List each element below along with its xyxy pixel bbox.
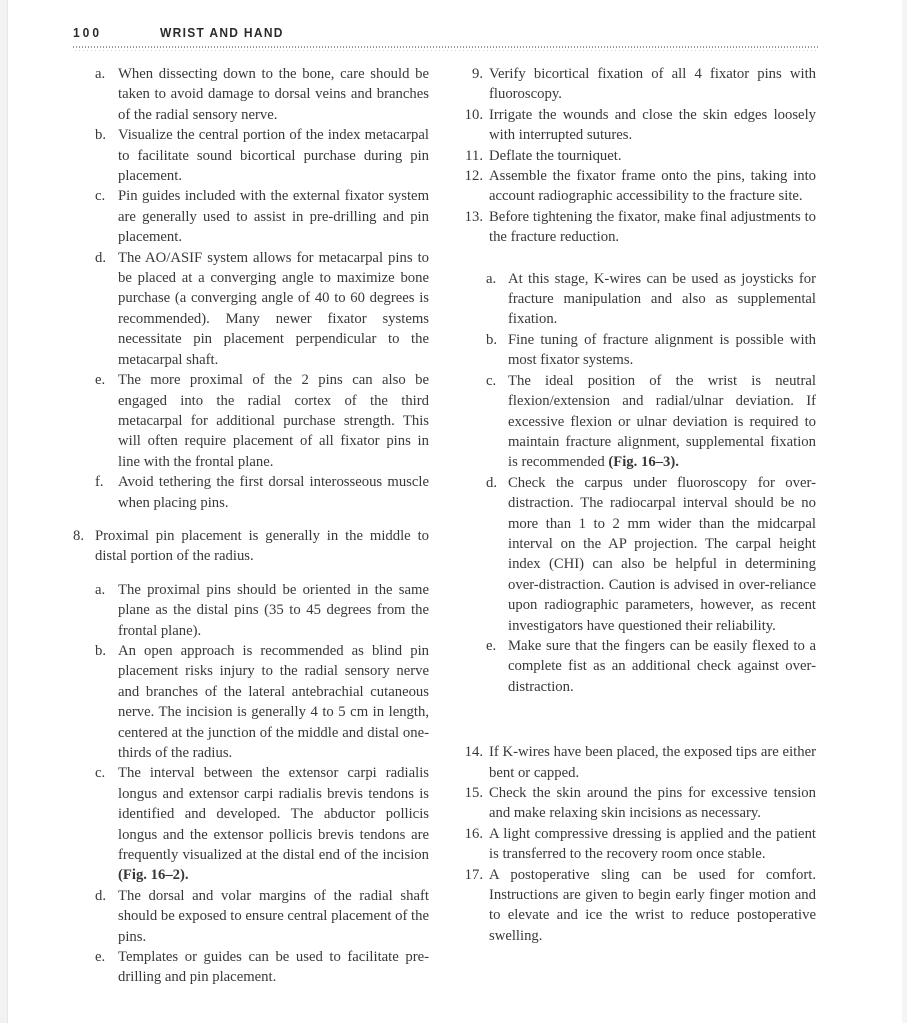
list-item <box>486 371 816 473</box>
chapter-title: WRIST AND HAND <box>160 25 284 41</box>
list-item <box>73 526 429 567</box>
item-label: c. <box>95 188 106 205</box>
list-item <box>455 742 816 783</box>
item-label: e. <box>486 637 497 654</box>
item-text <box>95 526 429 567</box>
item-text <box>118 248 429 370</box>
list-item <box>486 330 816 371</box>
item-label: a. <box>95 66 106 82</box>
text-segment: Avoid tethering the first dorsal interosseous muscle when placing pins. <box>118 474 429 511</box>
text-segment: Irrigate the wounds and close the skin edges loosely with interrupted sutures. <box>489 106 816 144</box>
list-item <box>95 186 429 247</box>
text-segment: If K-wires have been placed, the exposed tips are either bent or capped. <box>489 744 816 781</box>
item-text <box>489 742 816 783</box>
item-text <box>118 947 429 988</box>
item-text <box>118 125 429 186</box>
item-text <box>118 580 429 641</box>
text-segment: The more proximal of the 2 pins can also be engaged into the radial cortex of the third metacarpal for additional purchase strength. This will often require placement of all fixator pins in line with the frontal plane. <box>118 372 429 470</box>
item-label: d. <box>95 887 107 904</box>
item-label: 16. <box>464 825 483 842</box>
item-text <box>508 636 816 697</box>
scan-right-edge <box>902 0 907 1023</box>
item-label: 8. <box>73 527 85 544</box>
list-item <box>95 125 429 186</box>
item-label: e. <box>95 949 106 966</box>
list-item <box>95 763 429 885</box>
text-segment: The AO/ASIF system allows for metacarpal pins to be placed at a converging angle to maximize bone purchase (a converging angle of 40 to 60 degrees is recommended). Many newer fixator systems necessitate pin placement perpendicular to the metacarpal shaft. <box>118 249 429 368</box>
item-label: d. <box>486 474 498 491</box>
list-item <box>486 269 816 330</box>
text-segment: Fine tuning of fracture alignment is possible with most fixator systems. <box>508 331 816 369</box>
list-item <box>455 146 816 166</box>
figure-reference: (Fig. 16–3). <box>608 454 679 471</box>
list-item <box>455 865 816 947</box>
list-item <box>95 641 429 763</box>
item-label: b. <box>486 331 498 348</box>
item-label: b. <box>95 642 107 659</box>
item-label: 9. <box>471 66 483 82</box>
item-label: c. <box>95 765 106 782</box>
text-segment: An open approach is recommended as blind pin placement risks injury to the radial sensory nerve and branches of the lateral antebrachial cutaneous nerve. The incision is generally 4 to 5 cm in length, centered at the junction of the middle and distal one-thirds of the radius. <box>118 642 429 761</box>
item-text <box>118 763 429 885</box>
item-text <box>508 473 816 636</box>
text-segment: A postoperative sling can be used for comfort. Instructions are given to begin early finger motion and to elevate and ice the wrist to reduce postoperative swelling. <box>489 866 816 944</box>
item-label: 13. <box>464 208 483 225</box>
list-item <box>455 824 816 865</box>
item-text <box>489 166 816 207</box>
item-text <box>508 269 816 330</box>
item-text <box>118 370 429 472</box>
text-segment: Pin guides included with the external fixator system are generally used to assist in pre-drilling and pin placement. <box>118 188 429 246</box>
item-text <box>118 641 429 763</box>
list-item <box>95 947 429 988</box>
item-label: a. <box>486 270 497 287</box>
list-item <box>455 207 816 248</box>
item-text <box>508 330 816 371</box>
list-item <box>455 105 816 146</box>
text-segment: Check the skin around the pins for excessive tension and make relaxing skin incisions as necessary. <box>489 785 816 822</box>
item-text <box>118 472 429 513</box>
list-item <box>95 248 429 370</box>
list-item <box>95 64 429 125</box>
item-label: d. <box>95 249 107 266</box>
text-segment: The proximal pins should be oriented in the same plane as the distal pins (35 to 45 degrees from the frontal plane). <box>118 581 429 639</box>
item-label: f. <box>95 474 104 491</box>
list-item <box>455 783 816 824</box>
text-segment: At this stage, K-wires can be used as joysticks for fracture manipulation and also as supplemental fixation. <box>508 270 816 328</box>
text-segment: A light compressive dressing is applied and the patient is transferred to the recovery room once stable. <box>489 825 816 863</box>
item-text <box>118 186 429 247</box>
item-text <box>118 886 429 947</box>
item-label: e. <box>95 372 106 389</box>
text-segment: Templates or guides can be used to facilitate pre-drilling and pin placement. <box>118 949 429 986</box>
item-label: c. <box>486 372 497 389</box>
item-label: 12. <box>464 168 483 185</box>
item-label: 14. <box>464 744 483 761</box>
item-label: 17. <box>464 866 483 883</box>
text-segment: Proximal pin placement is generally in the middle to distal portion of the radius. <box>95 527 429 565</box>
item-text <box>489 824 816 865</box>
text-segment: Make sure that the fingers can be easily flexed to a complete fist as an additional check against over-distraction. <box>508 637 816 695</box>
list-item <box>95 472 429 513</box>
list-item <box>95 370 429 472</box>
page-number: 100 <box>73 25 103 41</box>
right-column <box>455 64 816 946</box>
list-item <box>486 636 816 697</box>
text-segment: When dissecting down to the bone, care should be taken to avoid damage to dorsal veins and branches of the radial sensory nerve. <box>118 66 429 123</box>
item-text <box>489 207 816 248</box>
list-item <box>486 473 816 636</box>
item-text <box>489 64 816 105</box>
text-segment: Verify bicortical fixation of all 4 fixator pins with fluoroscopy. <box>489 66 816 103</box>
text-segment: The ideal position of the wrist is neutral flexion/extension and radial/ulnar deviation. If excessive flexion or ulnar deviation is required to maintain fracture alignment, supplemental fixation is recommended <box>508 372 816 471</box>
header-dotted-rule <box>73 46 818 51</box>
left-column <box>73 64 429 988</box>
text-segment: Visualize the central portion of the index metacarpal to facilitate sound bicortical purchase during pin placement. <box>118 127 429 185</box>
text-segment: Deflate the tourniquet. <box>489 147 622 164</box>
item-text <box>489 783 816 824</box>
item-text <box>508 371 816 473</box>
figure-reference: (Fig. 16–2). <box>118 867 189 884</box>
text-segment: Check the carpus under fluoroscopy for over-distraction. The radiocarpal interval should be no more than 1 to 2 mm wider than the midcarpal interval on the AP projection. The carpal height index (CHI) can also be helpful in determining over-distraction. Caution is advised in over-reliance upon radiographic parameters, however, as recent investigators have questioned their reliability. <box>508 474 816 634</box>
item-label: 10. <box>464 106 483 123</box>
item-label: 15. <box>464 785 483 801</box>
item-label: b. <box>95 127 107 144</box>
list-item <box>455 166 816 207</box>
item-text <box>118 64 429 125</box>
list-item <box>95 886 429 947</box>
item-text <box>489 105 816 146</box>
list-item <box>95 580 429 641</box>
item-label: a. <box>95 581 106 598</box>
list-item <box>455 64 816 105</box>
text-segment: The interval between the extensor carpi radialis longus and extensor carpi radialis brevis tendons is identified and developed. The abductor pollicis longus and the extensor pollicis brevis tendons are frequently visualized at the distal end of the incision <box>118 765 429 864</box>
scan-left-edge <box>0 0 8 1023</box>
text-segment: Before tightening the fixator, make final adjustments to the fracture reduction. <box>489 208 816 246</box>
item-label: 11. <box>465 147 483 164</box>
text-segment: Assemble the fixator frame onto the pins, taking into account radiographic accessibility to the fracture site. <box>489 168 816 205</box>
text-segment: The dorsal and volar margins of the radial shaft should be exposed to ensure central placement of the pins. <box>118 887 429 945</box>
item-text <box>489 865 816 947</box>
item-text <box>489 146 816 166</box>
